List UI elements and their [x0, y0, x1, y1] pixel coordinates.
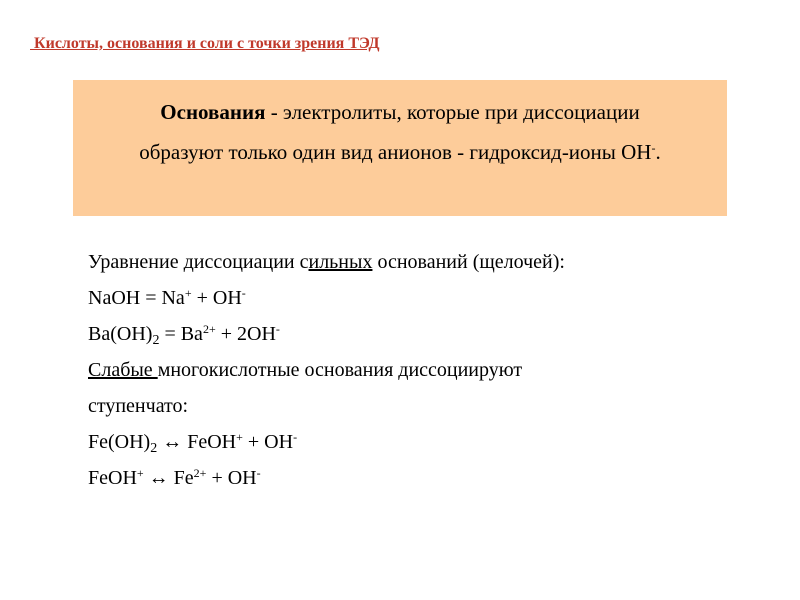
eq4-lhs: FeOH: [88, 467, 137, 489]
definition-term: Основания: [160, 100, 266, 124]
strong-intro-underlined: ильных: [308, 251, 373, 273]
weak-intro-line2: ступенчато:: [88, 395, 189, 417]
equation-baoh2: [88, 316, 728, 352]
definition-text-2: образуют только один вид анионов - гидроксид-ионы OH: [139, 140, 652, 164]
strong-intro-after: оснований (щелочей):: [372, 251, 565, 273]
eq2-anion-charge: -: [275, 322, 280, 336]
equation-feoh: [88, 460, 728, 496]
weak-intro-underlined: Слабые: [88, 359, 158, 381]
strong-intro-before: Уравнение диссоциации с: [88, 251, 309, 273]
eq1-plus: + OH: [191, 287, 242, 309]
eq2-plus: + 2OH: [215, 323, 276, 345]
eq4-anion-charge: -: [256, 466, 261, 480]
weak-bases-intro: [88, 352, 728, 388]
eq4-plus: + OH: [206, 467, 257, 489]
weak-bases-intro-line-2: [88, 388, 728, 424]
eq4-mid: ↔ Fe: [143, 467, 194, 489]
eq3-plus: + OH: [242, 431, 294, 453]
eq4-cation-charge: 2+: [193, 466, 207, 480]
eq1-cation-charge: +: [184, 286, 192, 300]
content-block: [88, 244, 728, 496]
equation-feoh2: [88, 424, 728, 460]
definition-text-1: - электролиты, которые при диссоциации: [265, 100, 640, 124]
hydroxide-charge: -: [651, 141, 656, 155]
definition-box: [73, 80, 727, 216]
definition-line-1: [73, 92, 727, 132]
eq2-mid: = Ba: [159, 323, 203, 345]
weak-intro-after: многокислотные основания диссоциируют: [157, 359, 523, 381]
eq3-index: 2: [150, 441, 158, 456]
strong-bases-intro: [88, 244, 728, 280]
eq2-cation-charge: 2+: [202, 322, 216, 336]
eq2-index: 2: [152, 333, 160, 348]
eq4-lhs-charge: +: [136, 466, 144, 480]
definition-end: .: [655, 140, 661, 164]
equation-naoh: [88, 280, 728, 316]
eq1-anion-charge: -: [241, 286, 246, 300]
eq3-lhs: Fe(OH): [88, 431, 151, 453]
eq1-lhs: NaOH = Na: [88, 287, 185, 309]
eq3-cation-charge: +: [236, 430, 243, 444]
definition-line-2: [73, 132, 727, 172]
eq3-mid: ↔ FeOH: [157, 431, 237, 453]
eq2-lhs: Ba(OH): [88, 323, 153, 345]
slide-title: Кислоты, основания и соли с точки зрения ТЭД: [30, 35, 380, 52]
eq3-anion-charge: -: [293, 430, 298, 444]
